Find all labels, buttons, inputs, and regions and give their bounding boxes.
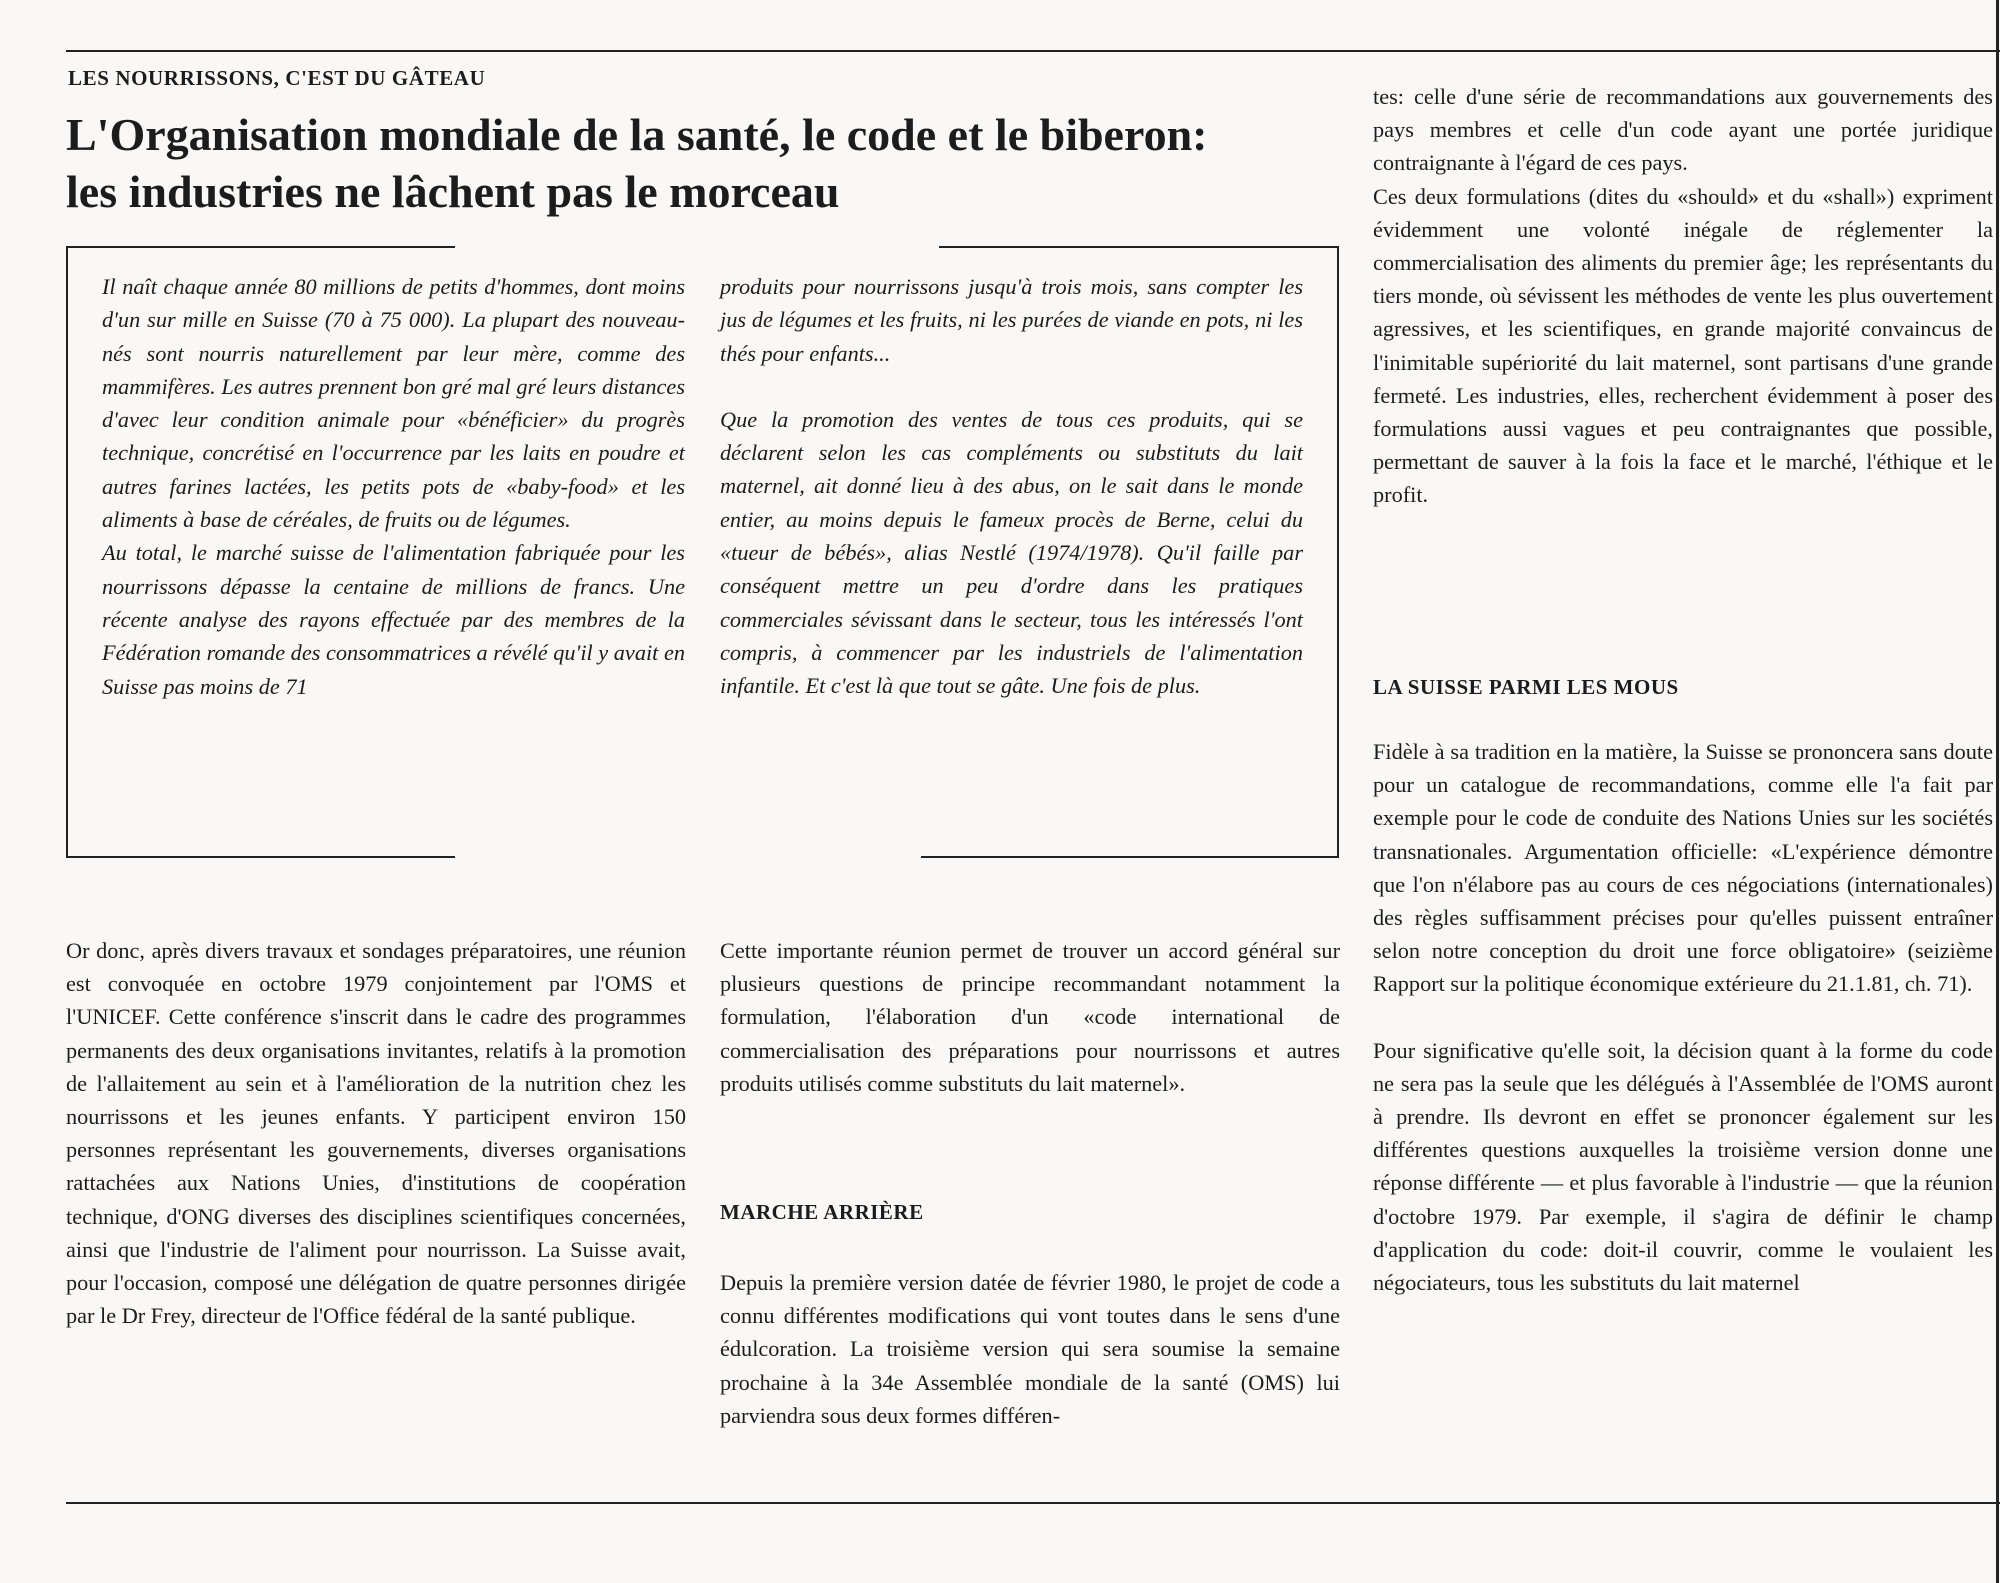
intro-column-2 — [720, 270, 1303, 703]
bottom-rule — [66, 1502, 2000, 1504]
body-column-2-top — [720, 934, 1340, 1100]
body-paragraph: Ces deux formulations (dites du «should» et du «shall») expriment évidemment une volonté inégale de réglementer la commercialisation des aliments du premier âge; les représentants du tiers monde, où sévissent les méthodes de vente les plus ouvertement agressives, et les scientifiques, en grande majorité convaincus de l'inimitable supériorité du lait maternel, sont partisans d'une grande fermeté. Les industries, elles, recherchent évidemment à poser des formulations aussi vagues et peu contraignantes que possible, permettant de sauver à la fois la face et le marché, l'éthique et le profit. — [1373, 183, 1993, 508]
body-paragraph: Cette importante réunion permet de trouver un accord général sur plusieurs questions de principe recommandant notamment la formulation, l'élaboration d'un «code international de commercialisation des préparations pour nourrissons et autres produits utilisés comme substituts du lait maternel». — [720, 938, 1340, 1096]
body-paragraph: Or donc, après divers travaux et sondages préparatoires, une réunion est convoquée en octobre 1979 conjointement par l'OMS et l'UNICEF. Cette conférence s'inscrit dans le cadre des programmes permanents des deux organisations invitantes, relatifs à la promotion de l'allaitement au sein et à l'amélioration de la nutrition chez les nourrissons et les jeunes enfants. Y participent environ 150 personnes représentant les gouvernements, diverses organisations rattachées aux Nations Unies, d'institutions de coopération technique, d'ONG diverses des disciplines scientifiques concernées, ainsi que l'industrie de l'aliment pour nourrisson. La Suisse avait, pour l'occasion, composé une délégation de quatre personnes dirigée par le Dr Frey, directeur de l'Office fédéral de la santé publique. — [66, 938, 686, 1329]
body-paragraph: Pour significative qu'elle soit, la décision quant à la forme du code ne sera pas la seule que les délégués à l'Assemblée de l'OMS auront à prendre. Ils devront en effet se prononcer également sur les différentes questions auxquelles la troisième version donne une réponse différente — et plus favorable à l'industrie — que la réunion d'octobre 1979. Par exemple, il s'agira de définir le champ d'application du code: doit-il couvrir, comme le voulaient les négociateurs, tous les substituts du lait maternel — [1373, 1037, 1993, 1296]
headline-line-1: L'Organisation mondiale de la santé, le code et le biberon: — [66, 109, 1208, 160]
intro-paragraph: Au total, le marché suisse de l'alimentation fabriquée pour les nourrissons dépasse la centaine de millions de francs. Une récente analyse des rayons effectuée par des membres de la Fédération romande des consommatrices a révélé qu'il y avait en Suisse pas moins de 71 — [102, 540, 685, 699]
subhead-marche-arriere: MARCHE ARRIÈRE — [720, 1200, 924, 1224]
box-right-edge — [1337, 246, 1339, 858]
box-left-edge — [66, 246, 68, 858]
headline — [66, 106, 1366, 220]
intro-paragraph: Que la promotion des ventes de tous ces produits, qui se déclarent selon les cas compléments ou substituts du lait maternel, ait donné lieu à des abus, on le sait dans le monde entier, au moins depuis le fameux procès de Berne, celui du «tueur de bébés», alias Nestlé (1974/1978). Qu'il faille par conséquent mettre un peu d'ordre dans les pratiques commerciales sévissant dans le secteur, tous les intéressés l'ont compris, à commencer par les industriels de l'alimentation infantile. Et c'est là que tout se gâte. Une fois de plus. — [720, 406, 1303, 699]
box-bottom-right-edge — [921, 856, 1339, 858]
top-rule — [66, 50, 2000, 52]
right-edge-rule — [1996, 0, 1999, 1583]
body-column-2-bottom — [720, 1266, 1340, 1432]
subhead-la-suisse: LA SUISSE PARMI LES MOUS — [1373, 675, 1679, 699]
intro-paragraph: produits pour nourrissons jusqu'à trois mois, sans compter les jus de légumes et les fruits, ni les purées de viande en pots, ni les thés pour enfants... — [720, 274, 1303, 366]
intro-column-1 — [102, 270, 685, 703]
body-column-3-bottom — [1373, 735, 1993, 1299]
body-paragraph: Fidèle à sa tradition en la matière, la Suisse se prononcera sans doute pour un catalogue de recommandations, comme elle l'a fait par exemple pour le code de conduite des Nations Unies sur les sociétés transnationales. Argumentation officielle: «L'expérience démontre que l'on n'élabore pas au cours de ces négociations (internationales) des règles suffisamment précises pour qu'elles puissent entraîner selon notre conception du droit une force obligatoire» (seizième Rapport sur la politique économique extérieure du 21.1.81, ch. 71). — [1373, 739, 1993, 997]
body-paragraph: tes: celle d'une série de recommandations aux gouvernements des pays membres et celle d'un code ayant une portée juridique contraignante à l'égard de ces pays. — [1373, 84, 1993, 176]
box-top-left-edge — [66, 246, 455, 248]
body-paragraph: Depuis la première version datée de février 1980, le projet de code a connu différentes modifications qui vont toutes dans le sens d'une édulcoration. La troisième version qui sera soumise la semaine prochaine à la 34e Assemblée mondiale de la santé (OMS) lui parviendra sous deux formes différen- — [720, 1270, 1340, 1428]
intro-paragraph: Il naît chaque année 80 millions de petits d'hommes, dont moins d'un sur mille en Suisse (70 à 75 000). La plupart des nouveau-nés sont nourris naturellement par leur mère, comme des mammifères. Les autres prennent bon gré mal gré leurs distances d'avec leur condition animale pour «bénéficier» du progrès technique, concrétisé en l'occurrence par les laits en poudre et autres farines lactées, les petits pots de «baby-food» et les aliments à base de céréales, de fruits ou de légumes. — [102, 274, 685, 533]
box-top-right-edge — [939, 246, 1339, 248]
body-column-3-top — [1373, 80, 1993, 512]
headline-line-2: les industries ne lâchent pas le morceau — [66, 166, 840, 217]
body-column-1 — [66, 934, 686, 1332]
kicker: LES NOURRISSONS, C'EST DU GÂTEAU — [68, 66, 486, 90]
box-bottom-left-edge — [66, 856, 455, 858]
